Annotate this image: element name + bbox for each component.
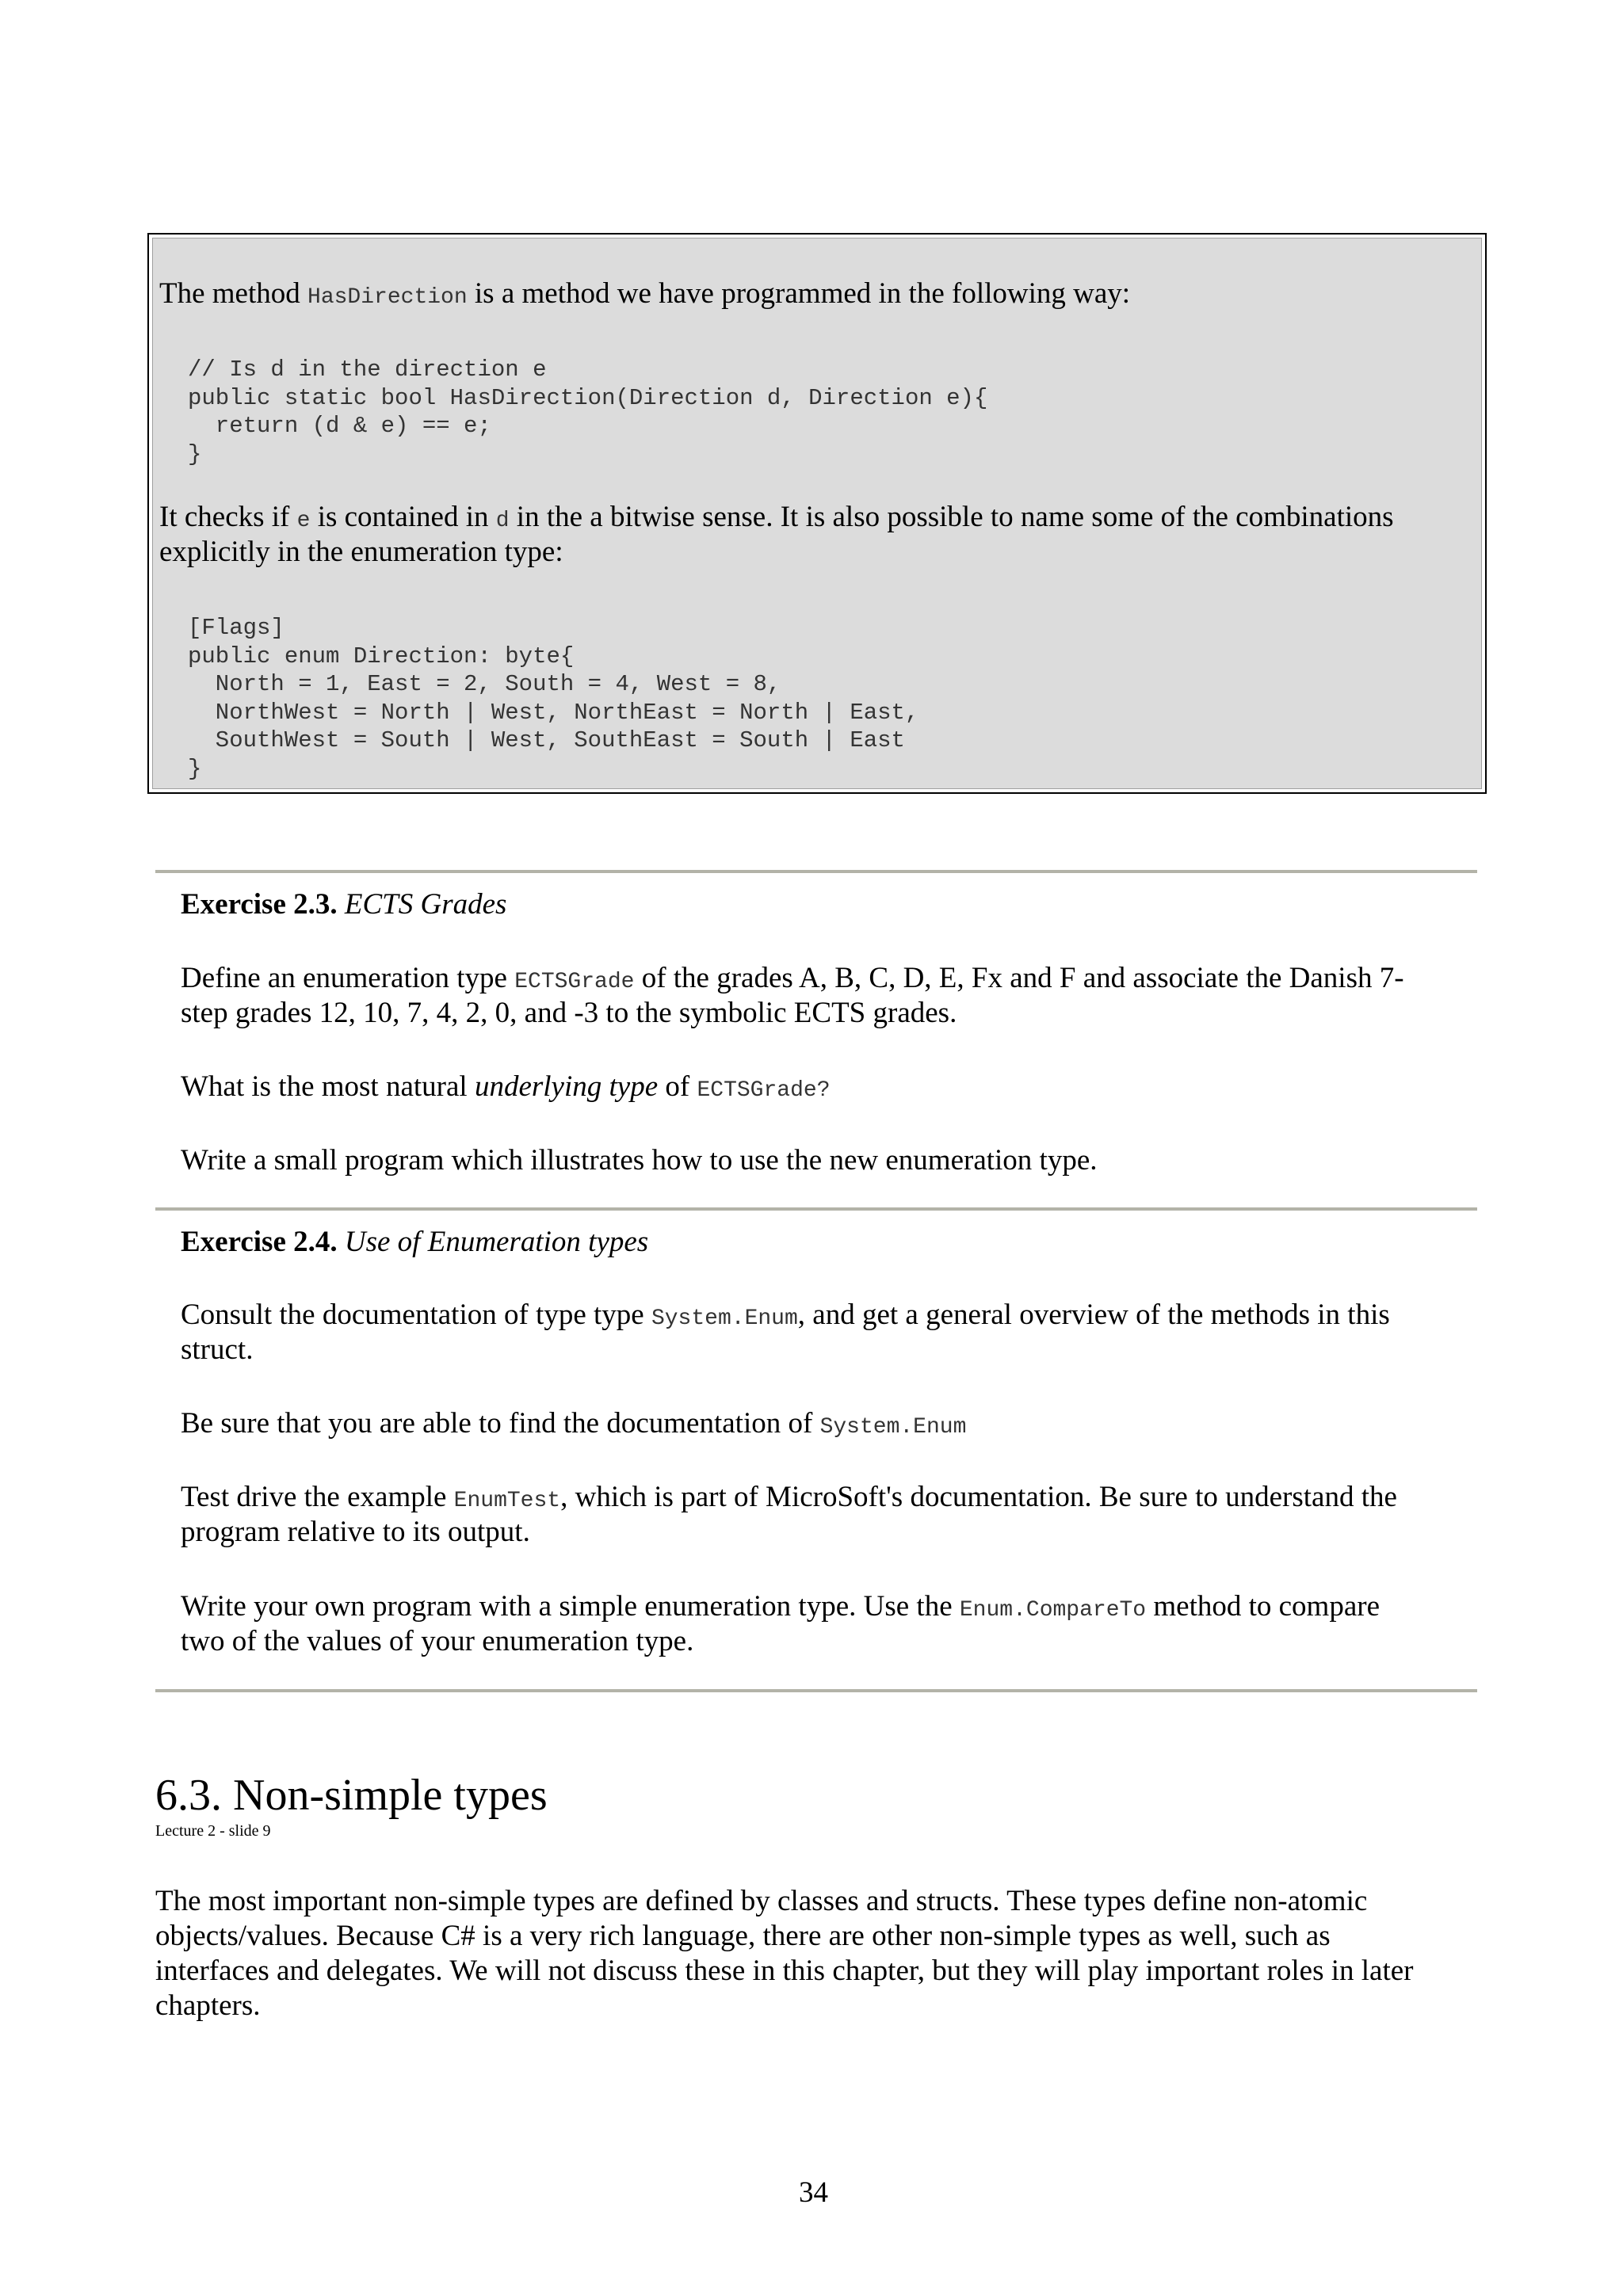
text: What is the most natural: [181, 1070, 475, 1103]
code-line: public static bool HasDirection(Direction d, Direction e){: [188, 384, 988, 411]
exercise-2-3-p3: Write a small program which illustrates how to use the new enumeration type.: [181, 1144, 1098, 1177]
page-number: 34: [799, 2176, 828, 2209]
inline-code: ECTSGrade?: [697, 1078, 831, 1103]
inline-code: ECTSGrade: [514, 970, 635, 994]
body-line: The most important non-simple types are defined by classes and structs. These types define non-atomic: [155, 1885, 1368, 1917]
note-inner: [152, 238, 1482, 789]
note-p2-line-2: explicitly in the enumeration type:: [159, 536, 563, 568]
exercise-2-4-p3: [181, 1480, 1397, 1519]
lecture-reference: Lecture 2 - slide 9: [155, 1822, 271, 1840]
note-p1-text-a: The method: [159, 277, 308, 310]
exercise-2-3-p1: [181, 961, 1404, 1000]
note-paragraph-1: [159, 277, 1130, 315]
code-line: [Flags]: [188, 615, 285, 641]
body-line: objects/values. Because C# is a very rich language, there are other non-simple types as well, such as: [155, 1920, 1331, 1952]
exercise-label: Exercise 2.3.: [181, 888, 338, 921]
note-p1-text-b: is a method we have programmed in the following way:: [467, 277, 1131, 310]
exercise-2-4-p1-line-2: struct.: [181, 1333, 254, 1366]
section-title: 6.3. Non-simple types: [155, 1771, 548, 1820]
inline-code: System.Enum: [819, 1415, 967, 1440]
exercise-2-3-p2: [181, 1070, 831, 1108]
text: of the grades A, B, C, D, E, Fx and F and associate the Danish 7-: [634, 962, 1404, 994]
separator-line: [155, 1689, 1477, 1692]
note-p2-code-e: e: [296, 509, 311, 533]
code-line: NorthWest = North | West, NorthEast = North | East,: [188, 699, 919, 726]
note-paragraph-2: [159, 500, 1394, 539]
text: Test drive the example: [181, 1481, 454, 1513]
code-line: North = 1, East = 2, South = 4, West = 8,: [188, 671, 781, 697]
text: Consult the documentation of type type: [181, 1299, 651, 1331]
note-p2-code-d: d: [495, 509, 510, 533]
exercise-2-4-p4: [181, 1589, 1380, 1628]
text: , which is part of MicroSoft's documentation. Be sure to understand the: [560, 1481, 1397, 1513]
note-p2-text-c: in the a bitwise sense. It is also possible to name some of the combinations: [509, 501, 1394, 533]
note-box: [147, 233, 1487, 794]
exercise-title: Use of Enumeration types: [344, 1226, 649, 1258]
exercise-2-3-p1-line-2: step grades 12, 10, 7, 4, 2, 0, and -3 to the symbolic ECTS grades.: [181, 997, 957, 1029]
text: Define an enumeration type: [181, 962, 515, 994]
exercise-2-4-p3-line-2: program relative to its output.: [181, 1516, 530, 1548]
exercise-2-4-heading: [181, 1225, 648, 1259]
inline-code: EnumTest: [453, 1489, 561, 1513]
text: , and get a general overview of the methods in this: [797, 1299, 1390, 1331]
text: Be sure that you are able to find the documentation of: [181, 1407, 820, 1440]
exercise-label: Exercise 2.4.: [181, 1226, 338, 1258]
body-line: interfaces and delegates. We will not discuss these in this chapter, but they will play important roles in later: [155, 1955, 1414, 1987]
code-line: }: [188, 441, 202, 467]
text: method to compare: [1146, 1590, 1381, 1623]
inline-code: Enum.CompareTo: [959, 1598, 1147, 1623]
exercise-2-4-p4-line-2: two of the values of your enumeration type.: [181, 1625, 694, 1657]
note-p2-text-b: is contained in: [310, 501, 496, 533]
note-p1-code: HasDirection: [307, 285, 468, 310]
separator-line: [155, 1207, 1477, 1211]
code-line: SouthWest = South | West, SouthEast = South | East: [188, 727, 905, 753]
separator-line: [155, 870, 1477, 873]
inline-code: System.Enum: [651, 1306, 798, 1331]
code-block-direction-enum: [188, 614, 918, 783]
code-line: // Is d in the direction e: [188, 357, 547, 383]
code-line: }: [188, 755, 202, 782]
exercise-2-3-heading: [181, 887, 506, 921]
text: of: [658, 1070, 697, 1103]
note-p2-text-a: It checks if: [159, 501, 297, 533]
body-line: chapters.: [155, 1989, 261, 2022]
text: Write your own program with a simple enumeration type. Use the: [181, 1590, 960, 1623]
emphasis-text: underlying type: [474, 1070, 659, 1103]
code-line: public enum Direction: byte{: [188, 643, 575, 669]
exercise-2-4-p2: [181, 1406, 966, 1445]
code-line: return (d & e) == e;: [188, 413, 491, 439]
exercise-title: ECTS Grades: [344, 888, 507, 921]
exercise-2-4-p1: [181, 1298, 1390, 1337]
section-body: [155, 1884, 1414, 2023]
code-block-hasdirection: [188, 356, 987, 468]
